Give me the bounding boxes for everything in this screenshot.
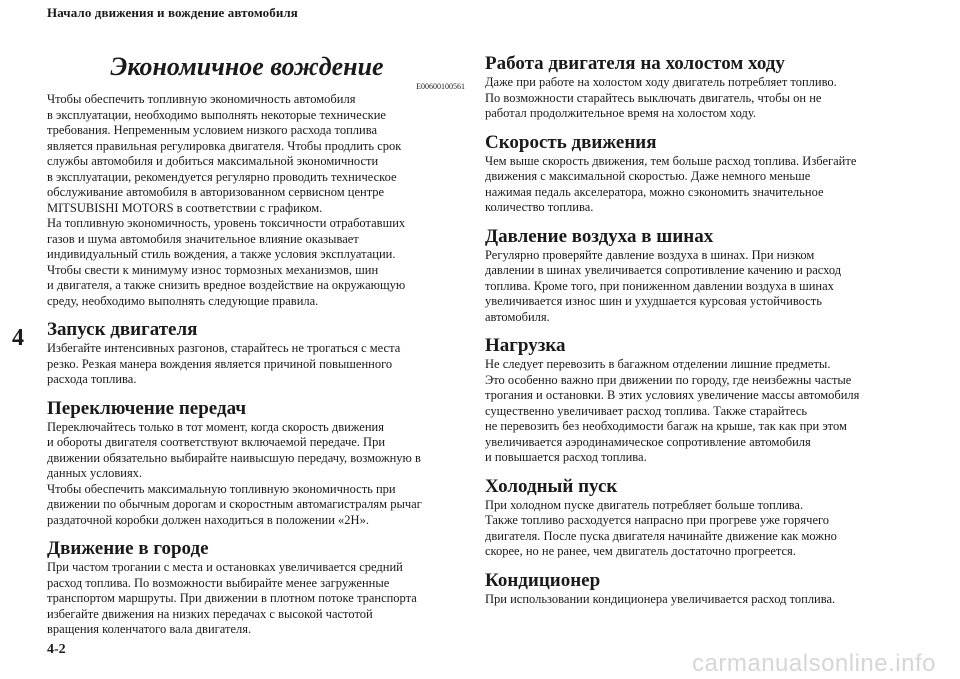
section-text-tire-pressure: Регулярно проверяйте давление воздуха в шинах. При низком давлении в шинах увеличивается сопротивление качению и расход топлива. Кроме того, при пониженном давлении воздуха в шинах увеличивается износ шин и ухудшается курсовая устойчивость автомобиля.	[485, 247, 842, 324]
section-heading-idling: Работа двигателя на холостом ходу	[485, 53, 785, 74]
section-heading-city-driving: Движение в городе	[47, 538, 209, 559]
watermark: carmanualsonline.info	[692, 650, 936, 677]
section-text-gear-shift: Переключайтесь только в тот момент, когда скорость движения и обороты двигателя соответствуют включаемой передаче. При движении обязательно выбирайте наивысшую передачу, возможную в данных условиях. Чтобы обеспечить максимальную топливную экономичность при движении по обычным дорогам и скоростным автомагистралям рычаг раздаточной коробки должен находиться в положении «2H».	[47, 419, 422, 527]
document-code: E00600100561	[416, 82, 465, 91]
section-heading-cold-start: Холодный пуск	[485, 475, 618, 497]
section-heading-air-conditioner: Кондиционер	[485, 569, 601, 591]
section-text-engine-start: Избегайте интенсивных разгонов, старайтесь не трогаться с места резко. Резкая манера вождения является причиной повышенного расхода топлива.	[47, 341, 401, 386]
section-text-load: Не следует перевозить в багажном отделении лишние предметы. Это особенно важно при движении по городу, где неизбежны частые трогания и остановки. В этих условиях увеличение массы автомобиля существенно увеличивает расход топлива. Также старайтесь не перевозить без необходимости багаж на крыше, так как при этом увеличивается аэродинамическое сопротивление автомобиля и повышается расход топлива.	[485, 357, 860, 464]
right-column	[485, 54, 905, 607]
section-text-idling: Даже при работе на холостом ходу двигатель потребляет топливо. По возможности старайтесь выключать двигатель, чтобы он не работал продолжительное время на холостом ходу.	[485, 75, 837, 120]
page-header: Начало движения и вождение автомобиля	[47, 5, 298, 20]
page-title: Экономичное вождение	[110, 52, 384, 81]
page-number: 4-2	[47, 642, 66, 657]
left-column	[47, 52, 465, 638]
section-heading-engine-start: Запуск двигателя	[47, 319, 198, 340]
section-text-city-driving: При частом трогании с места и остановках увеличивается средний расход топлива. По возможности выбирайте менее загруженные транспортом маршруты. При движении в плотном потоке транспорта избегайте движения на низких передачах с высокой частотой вращения коленчатого вала двигателя.	[47, 560, 417, 636]
section-heading-speed: Скорость движения	[485, 131, 657, 153]
chapter-tab: 4	[12, 325, 24, 351]
section-heading-load: Нагрузка	[485, 335, 566, 356]
intro-paragraph: Чтобы обеспечить топливную экономичность автомобиля в эксплуатации, необходимо выполнять некоторые технические требования. Непременным условием низкого расхода топлива является правильная регулировка двигателя. Чтобы продлить срок службы автомобиля и добиться максимальной экономичности в эксплуатации, рекомендуется регулярно проводить техническое обслуживание автомобиля в авторизованном сервисном центре MITSUBISHI MOTORS в соответствии с графиком. На топливную экономичность, уровень токсичности отработавших газов и шума автомобиля значительное влияние оказывает индивидуальный стиль вождения, а также условия эксплуатации. Чтобы свести к минимуму износ тормозных механизмов, шин и двигателя, а также снизить вредное воздействие на окружающую среду, необходимо выполнять следующие правила.	[47, 92, 406, 308]
section-heading-gear-shift: Переключение передач	[47, 397, 247, 419]
section-text-air-conditioner: При использовании кондиционера увеличивается расход топлива.	[485, 591, 836, 606]
section-text-cold-start: При холодном пуске двигатель потребляет больше топлива. Также топливо расходуется напрасно при прогреве уже горячего двигателя. После пуска двигателя начинайте движение как можно скорее, но не ранее, чем двигатель достаточно прогреется.	[485, 497, 837, 558]
section-text-speed: Чем выше скорость движения, тем больше расход топлива. Избегайте движения с максимальной скоростью. Даже немного меньше нажимая педаль акселератора, можно сэкономить значительное количество топлива.	[485, 153, 857, 214]
section-heading-tire-pressure: Давление воздуха в шинах	[485, 225, 714, 247]
